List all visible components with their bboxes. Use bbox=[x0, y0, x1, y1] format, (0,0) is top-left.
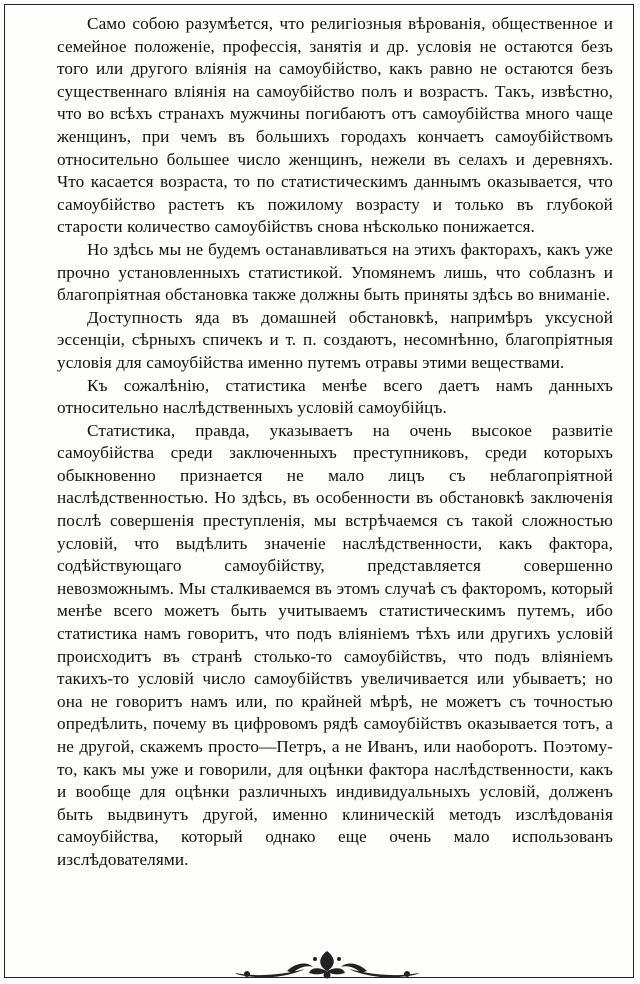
paragraph-1: Само собою разумѣется, что религіозныя вѣрованія, общественное и семейное положеніе, профессія, занятія и др. условія не остаются безъ того или другого вліянія на самоубійство, какъ равно не остаются безъ существеннаго вліянія на самоубійство полъ и возрастъ. Такъ, извѣстно, что во всѣхъ странахъ мужчины погибаютъ отъ самоубійства много чаще женщинъ, при чемъ въ большихъ городахъ кончаетъ самоубійствомъ относительно большее число женщинъ, нежели въ селахъ и деревняхъ. Что касается возраста, то по статистическимъ даннымъ оказывается, что самоубійство растетъ къ пожилому возрасту и только въ глубокой старости количество самоубійствъ снова нѣсколько понижается. bbox=[57, 14, 613, 237]
paragraph-5: Статистика, правда, указываетъ на очень высокое развитіе самоубійства среди заключенныхъ преступниковъ, среди которыхъ обыкновенно признается не мало лицъ съ неблагопріятной наслѣдственностью. Но здѣсь, въ особенности въ обстановкѣ заключенія послѣ совершенія преступленія, мы встрѣчаемся съ такой сложностью условій, что выдѣлить значеніе наслѣдственности, какъ фактора, содѣйствующаго самоубійству, представляется совершенно невозможнымъ. Мы сталкиваемся въ этомъ случаѣ съ факторомъ, который менѣе всего можетъ быть учитываемъ статистическимъ путемъ, ибо статистика намъ говоритъ, что подъ вліяніемъ тѣхъ или другихъ условій происходитъ въ странѣ столько-то самоубійствъ, что подъ вліяніемъ такихъ-то условій число самоубійствъ увеличивается или убываетъ; но она не говоритъ намъ или, по крайней мѣрѣ, не можетъ съ точностью опредѣлить, почему въ цифровомъ рядѣ самоубійствъ оказывается тотъ, а не другой, скажемъ просто—Петръ, а не Иванъ, или наоборотъ. Поэтому-то, какъ мы уже и говорили, для оцѣнки фактора наслѣдственности, какъ и вообще для оцѣнки различныхъ индивидуальныхъ условій, долженъ быть выдвинутъ другой, именно клиническій методъ изслѣдованія самоубійства, который однако еще очень мало использованъ изслѣдователями. bbox=[57, 420, 613, 869]
page-frame bbox=[4, 4, 634, 978]
paragraph-2: Но здѣсь мы не будемъ останавливаться на этихъ факторахъ, какъ уже прочно установленныхъ статистикой. Упомянемъ лишь, что соблазнъ и благопріятная обстановка также должны быть приняты здѣсь во вниманіе. bbox=[57, 239, 613, 305]
decorative-tailpiece-ornament-icon bbox=[227, 947, 427, 983]
body-text bbox=[57, 13, 613, 872]
paragraph-3: Доступность яда въ домашней обстановкѣ, напримѣръ уксусной эссенціи, сѣрныхъ спичекъ и т. п. создаютъ, несомнѣнно, благопріятныя условія для самоубійства именно путемъ отравы этими веществами. bbox=[57, 307, 613, 372]
paragraph-4: Къ сожалѣнію, статистика менѣе всего даетъ намъ данныхъ относительно наслѣдственныхъ условій самоубійцъ. bbox=[57, 375, 613, 418]
